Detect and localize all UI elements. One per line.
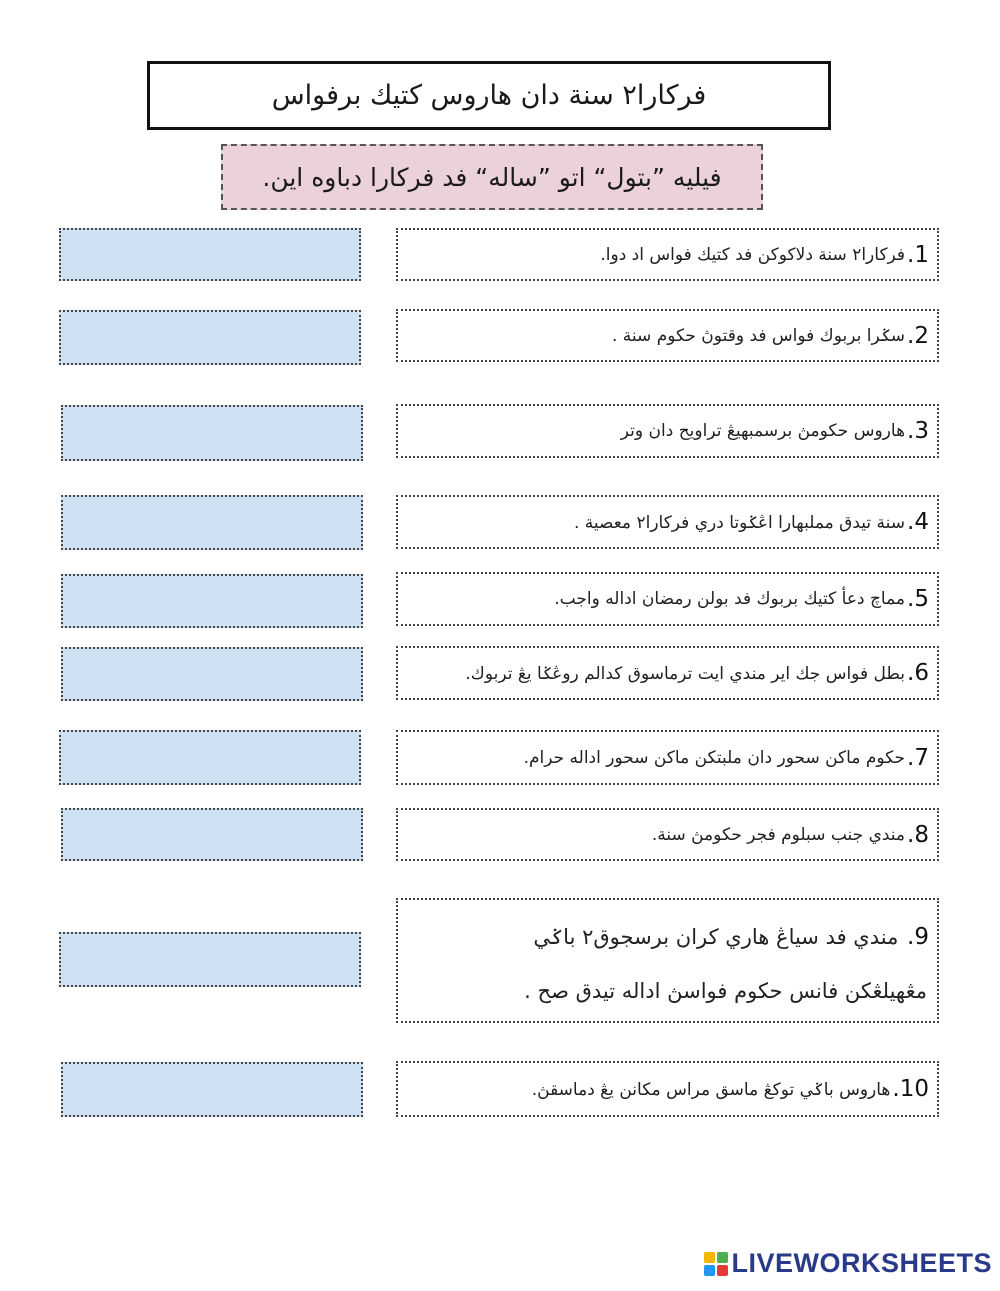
question-text: مڠهيلڠكن فانس حكوم فواسڽ اداله تيدق صح . xyxy=(524,979,927,1003)
question-number: 8. xyxy=(907,821,929,848)
answer-box-5[interactable] xyxy=(61,574,363,628)
question-text: مندي فد سياڠ هاري كران برسجوق٢ باݢي xyxy=(533,925,899,949)
answer-box-10[interactable] xyxy=(61,1062,363,1117)
question-line-2 xyxy=(408,964,929,1018)
answer-box-4[interactable] xyxy=(61,495,363,550)
question-10 xyxy=(396,1061,939,1117)
question-number: 10. xyxy=(892,1076,929,1102)
question-8 xyxy=(396,808,939,861)
question-text: مماچ دعأ كتيك بربوك فد بولن رمضان اداله واجب. xyxy=(554,589,906,609)
title-text: فركارا٢ سنة دان هاروس كتيك برفواس xyxy=(271,80,707,111)
answer-box-1[interactable] xyxy=(59,228,361,281)
question-3 xyxy=(396,404,939,458)
question-line-1 xyxy=(408,910,929,964)
question-2 xyxy=(396,309,939,362)
answer-box-3[interactable] xyxy=(61,405,363,461)
question-text: حكوم ماكن سحور دان ملبتكن ماكن سحور اداله حرام. xyxy=(523,747,906,768)
brand-name: LIVEWORKSHEETS xyxy=(731,1248,992,1278)
liveworksheets-brand[interactable] xyxy=(704,1248,992,1279)
question-text: سݢرا بربوك فواس فد وقتوڽ حكوم سنة . xyxy=(612,326,906,346)
instruction-banner xyxy=(221,144,763,210)
question-5 xyxy=(396,572,939,626)
answer-box-6[interactable] xyxy=(61,647,363,701)
question-number: 6. xyxy=(907,660,929,686)
question-text: مندي جنب سبلوم فجر حكومڽ سنة. xyxy=(651,824,906,845)
answer-box-9[interactable] xyxy=(59,932,361,987)
answer-box-2[interactable] xyxy=(59,310,361,365)
instruction-text: فيليه ”بتول“ اتو ”ساله“ فد فركارا دباوه اين. xyxy=(262,162,722,192)
question-number: 4. xyxy=(907,509,929,535)
question-number: 7. xyxy=(907,744,929,771)
question-number: 3. xyxy=(907,418,929,444)
answer-box-8[interactable] xyxy=(61,808,363,861)
question-4 xyxy=(396,495,939,549)
question-number: 9. xyxy=(907,924,929,950)
question-text: بطل فواس جك اير مندي ايت ترماسوق كدالم روڠݢا يڠ تربوك. xyxy=(465,663,906,684)
question-7 xyxy=(396,730,939,785)
question-number: 5. xyxy=(907,586,929,612)
answer-box-7[interactable] xyxy=(59,730,361,785)
question-1 xyxy=(396,228,939,281)
question-number: 2. xyxy=(907,322,929,349)
question-number: 1. xyxy=(907,241,929,268)
question-text: سنة تيدق مملبهارا اڠݢوتا دري فركارا٢ معصية . xyxy=(573,512,906,533)
worksheet-title xyxy=(147,61,831,130)
liveworksheets-logo-icon xyxy=(704,1252,728,1276)
question-text: فركارا٢ سنة دلاكوكن فد كتيك فواس اد دوا. xyxy=(600,244,906,265)
question-text: هاروس حكومڽ برسمبهيڠ تراويح دان وتر xyxy=(620,421,906,441)
question-9 xyxy=(396,898,939,1023)
question-6 xyxy=(396,646,939,700)
question-text: هاروس باݢي توكڠ ماسق مراس مكانن يڠ دماسقڽ. xyxy=(531,1079,891,1100)
